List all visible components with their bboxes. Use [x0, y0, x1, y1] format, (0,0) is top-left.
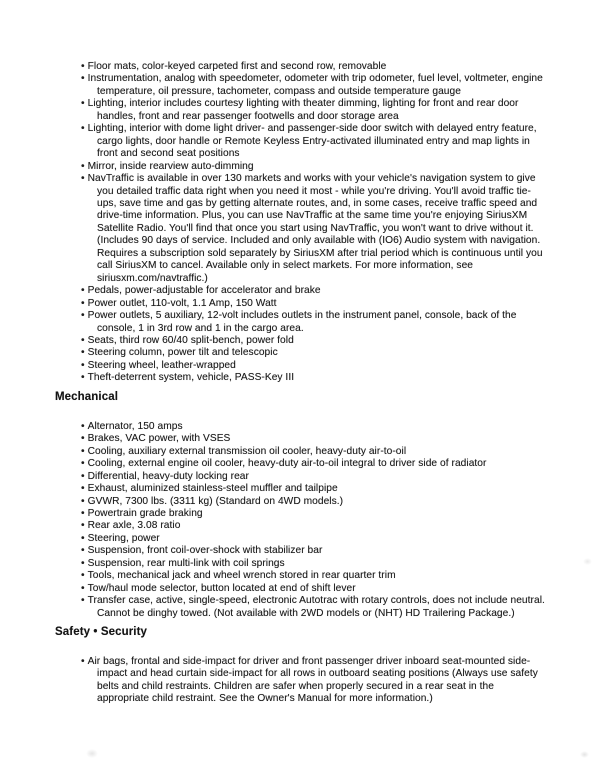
list-item: [81, 520, 547, 532]
list-item: [81, 558, 547, 570]
bullet-icon: •: [81, 570, 85, 582]
bullet-list: [81, 656, 550, 706]
list-item-text: Steering, power: [87, 532, 160, 544]
bullet-list: [81, 61, 550, 385]
list-item: [81, 458, 547, 470]
list-item-text: Suspension, rear multi-link with coil springs: [87, 557, 285, 569]
list-item: [81, 310, 547, 335]
section-heading: Safety • Security: [55, 626, 148, 639]
list-item-text: Theft-deterrent system, vehicle, PASS-Key III: [87, 372, 295, 384]
bullet-icon: •: [81, 483, 85, 495]
bullet-icon: •: [81, 445, 85, 457]
list-item: [81, 372, 547, 384]
list-item: [81, 595, 547, 620]
list-item-text: Power outlets, 5 auxiliary, 12-volt includes outlets in the instrument panel, console, back of the console, 1 in 3rd row and 1 in the cargo area.: [87, 310, 517, 334]
list-item-text: Floor mats, color-keyed carpeted first and second row, removable: [87, 61, 387, 72]
list-item: [81, 285, 547, 297]
list-item: [81, 433, 547, 445]
bullet-list: [81, 421, 550, 620]
list-item: [81, 583, 547, 595]
list-item-text: Rear axle, 3.08 ratio: [87, 520, 181, 532]
list-item-text: GVWR, 7300 lbs. (3311 kg) (Standard on 4WD models.): [87, 495, 344, 507]
bullet-icon: •: [81, 582, 85, 594]
bullet-icon: •: [81, 334, 85, 346]
list-item: [81, 61, 547, 73]
list-item-text: Lighting, interior includes courtesy lighting with theater dimming, lighting for front and rear door handles, front and rear passenger footwells and door storage area: [87, 98, 519, 122]
list-item: [81, 360, 547, 372]
bullet-icon: •: [81, 173, 85, 185]
list-item-text: Seats, third row 60/40 split-bench, power fold: [87, 334, 294, 346]
list-item-text: Alternator, 150 amps: [87, 420, 183, 432]
list-item: [81, 421, 547, 433]
list-item-text: Transfer case, active, single-speed, electronic Autotrac with rotary controls, does not include neutral. Cannot be dinghy towed. (Not available with 2WD models or (NHT) HD Trailering Package.): [87, 595, 545, 619]
bullet-icon: •: [81, 160, 85, 172]
list-item: [81, 123, 547, 160]
bullet-icon: •: [81, 532, 85, 544]
spec-sections: [55, 61, 550, 706]
bullet-icon: •: [81, 347, 85, 359]
bullet-icon: •: [81, 495, 85, 507]
list-item-text: Cooling, auxiliary external transmission oil cooler, heavy-duty air-to-oil: [87, 445, 407, 457]
list-item-text: Brakes, VAC power, with VSES: [87, 433, 231, 445]
list-item: [81, 335, 547, 347]
bullet-icon: •: [81, 98, 85, 110]
bullet-icon: •: [81, 595, 85, 607]
list-item-text: Mirror, inside rearview auto-dimming: [87, 160, 254, 172]
list-item: [81, 570, 547, 582]
scan-artifact: [86, 749, 98, 758]
list-item: [81, 508, 547, 520]
bullet-icon: •: [81, 61, 85, 72]
section-heading: Mechanical: [55, 390, 118, 403]
list-item: [81, 347, 547, 359]
list-item: [81, 298, 547, 310]
bullet-icon: •: [81, 359, 85, 371]
list-item: [81, 73, 547, 98]
list-item-text: NavTraffic is available in over 130 markets and works with your vehicle's navigation system to give you detailed traffic data right when you need it most - while you're driving. You'll avoid traffic tie-ups, save time and gas by getting alternate routes, and, in some cases, receive traffic speed and drive-time information. Plus, you can use NavTraffic at the same time you're enjoying SiriusXM Satellite Radio. You'll find that once you start using NavTraffic, you won't want to drive without it. (Includes 90 days of service. Included and only available with (IO6) Audio system with navigation. Requires a subscription sold separately by SiriusXM after trial period which is continuous until you call SiriusXM to cancel. Available only in select markets. For more information, see siriusxm.com/navtraffic.): [87, 173, 543, 284]
list-item: [81, 161, 547, 173]
list-item-text: Air bags, frontal and side-impact for driver and front passenger driver inboard seat-mounted side-impact and head curtain side-impact for all rows in outboard seating positions (Always use safety belts and child restraints. Children are safer when properly secured in a rear seat in the appropriate child restraint. See the Owner's Manual for more information.): [87, 656, 538, 705]
list-item-text: Differential, heavy-duty locking rear: [87, 470, 249, 482]
list-item: [81, 533, 547, 545]
scan-artifact: [580, 751, 589, 758]
bullet-icon: •: [81, 433, 85, 445]
list-item-text: Steering column, power tilt and telescopic: [87, 347, 278, 359]
list-item-text: Exhaust, aluminized stainless-steel muffler and tailpipe: [87, 483, 338, 495]
list-item-text: Tools, mechanical jack and wheel wrench stored in rear quarter trim: [87, 570, 396, 582]
spec-section: [55, 625, 550, 706]
bullet-icon: •: [81, 507, 85, 519]
bullet-icon: •: [81, 123, 85, 135]
list-item: [81, 446, 547, 458]
scan-artifact: [583, 558, 592, 565]
list-item: [81, 173, 547, 285]
list-item-text: Lighting, interior with dome light driver- and passenger-side door switch with delayed entry feature, cargo lights, door handle or Remote Keyless Entry-activated illuminated entry and map lights in front and second seat positions: [87, 123, 537, 160]
list-item-text: Powertrain grade braking: [87, 507, 203, 519]
bullet-icon: •: [81, 545, 85, 557]
list-item-text: Steering wheel, leather-wrapped: [87, 359, 236, 371]
list-item: [81, 471, 547, 483]
list-item: [81, 483, 547, 495]
list-item-text: Instrumentation, analog with speedometer, odometer with trip odometer, fuel level, voltmeter, engine temperature, oil pressure, tachometer, compass and outside temperature gauge: [87, 73, 543, 97]
list-item: [81, 545, 547, 557]
bullet-icon: •: [81, 656, 85, 668]
spec-section: [55, 390, 550, 620]
list-item: [81, 656, 547, 706]
bullet-icon: •: [81, 372, 85, 384]
spec-section: [55, 61, 550, 385]
list-item-text: Pedals, power-adjustable for accelerator and brake: [87, 285, 321, 297]
list-item: [81, 496, 547, 508]
bullet-icon: •: [81, 458, 85, 470]
bullet-icon: •: [81, 73, 85, 85]
bullet-icon: •: [81, 470, 85, 482]
list-item-text: Tow/haul mode selector, button located at end of shift lever: [87, 582, 356, 594]
bullet-icon: •: [81, 557, 85, 569]
list-item-text: Power outlet, 110-volt, 1.1 Amp, 150 Watt: [87, 297, 277, 309]
bullet-icon: •: [81, 285, 85, 297]
list-item: [81, 98, 547, 123]
bullet-icon: •: [81, 297, 85, 309]
bullet-icon: •: [81, 310, 85, 322]
list-item-text: Cooling, external engine oil cooler, heavy-duty air-to-oil integral to driver side of radiator: [87, 458, 487, 470]
list-item-text: Suspension, front coil-over-shock with stabilizer bar: [87, 545, 323, 557]
bullet-icon: •: [81, 520, 85, 532]
bullet-icon: •: [81, 420, 85, 432]
